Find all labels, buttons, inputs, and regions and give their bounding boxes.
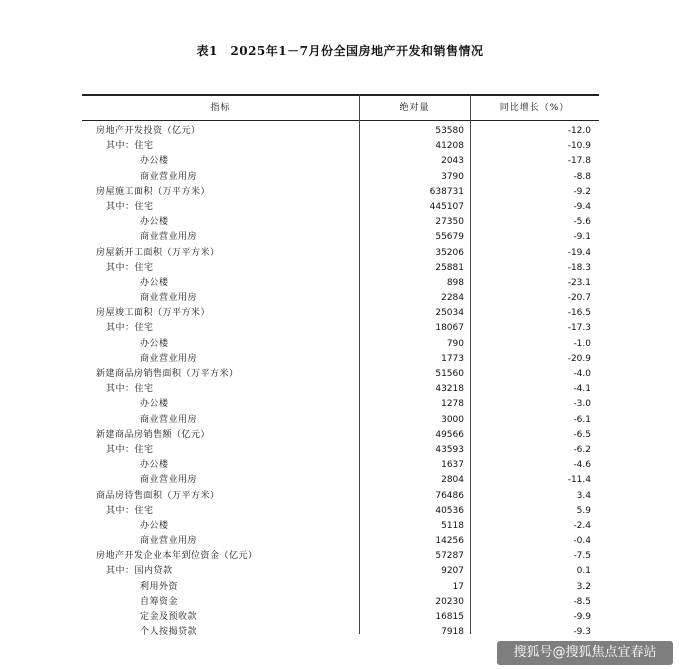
row-absolute: 76486 [435,490,464,501]
table-header-border [82,120,599,121]
row-absolute: 40536 [435,505,464,516]
row-yoy: -20.9 [567,353,591,364]
row-yoy: -1.0 [573,338,591,349]
row-yoy: 3.4 [576,490,591,501]
row-absolute: 5118 [441,520,464,531]
row-yoy: -9.1 [573,232,591,243]
row-label: 办公楼 [140,217,169,228]
row-absolute: 55679 [435,232,464,243]
row-label: 其中：国内贷款 [106,566,173,577]
table-row [82,413,599,428]
row-absolute: 18067 [435,323,464,334]
table-row [82,200,599,215]
row-absolute: 1278 [441,399,464,410]
row-label: 办公楼 [140,338,169,349]
row-label: 商业营业用房 [140,414,198,425]
table-row [82,595,599,610]
row-yoy: -17.8 [567,156,591,167]
table-top-border [82,94,599,96]
row-label: 自筹资金 [140,596,179,607]
header-absolute: 绝对量 [399,103,430,113]
row-yoy: 0.1 [576,566,591,577]
row-label: 商业营业用房 [140,232,198,243]
row-absolute: 638731 [429,186,464,197]
row-label: 房屋施工面积（万平方米） [96,186,211,197]
row-label: 房屋竣工面积（万平方米） [96,308,211,319]
row-label: 个人按揭贷款 [140,627,198,638]
table-row [82,246,599,261]
table-body [82,124,599,640]
row-label: 其中：住宅 [106,141,154,152]
row-label: 利用外资 [140,581,179,592]
table-row [82,443,599,458]
row-yoy: -9.9 [573,612,591,622]
table-row [82,170,599,185]
table-row [82,337,599,352]
row-yoy: -20.7 [567,293,591,304]
table-row [82,185,599,200]
row-yoy: -3.0 [573,399,591,410]
row-absolute: 14256 [435,536,464,547]
row-absolute: 898 [446,277,464,288]
row-absolute: 1773 [441,353,464,364]
watermark: 搜狐号@搜狐焦点宜春站 [497,641,673,665]
row-yoy: -23.1 [567,277,591,288]
row-label: 房屋新开工面积（万平方米） [96,247,220,258]
row-label: 办公楼 [140,156,169,167]
row-label: 办公楼 [140,520,169,531]
row-absolute: 7918 [441,627,464,638]
table-row [82,428,599,443]
row-absolute: 25881 [435,262,464,273]
table-row [82,352,599,367]
table-row [82,321,599,336]
row-label: 商业营业用房 [140,475,198,486]
row-yoy: -9.2 [573,186,591,197]
row-yoy: -11.4 [567,475,591,486]
row-absolute: 2284 [441,293,464,304]
row-absolute: 49566 [435,429,464,440]
row-label: 其中：住宅 [106,262,154,273]
row-label: 定金及预收款 [140,612,198,622]
row-absolute: 43593 [435,444,464,455]
table-row [82,504,599,519]
row-yoy: -0.4 [573,536,591,547]
row-yoy: -8.8 [573,171,591,182]
row-yoy: -4.1 [573,384,591,395]
table-row [82,382,599,397]
table-row [82,473,599,488]
table-title: 表1 2025年1－7月份全国房地产开发和销售情况 [196,44,484,58]
row-yoy: -7.5 [573,551,591,562]
row-absolute: 53580 [435,126,464,136]
row-yoy: -6.5 [573,429,591,440]
row-label: 其中：住宅 [106,323,154,334]
table-row [82,458,599,473]
row-absolute: 2043 [441,156,464,167]
row-label: 房地产开发投资（亿元） [96,126,201,136]
row-label: 办公楼 [140,460,169,471]
table-row [82,564,599,579]
row-absolute: 17 [452,581,464,592]
row-yoy: -4.6 [573,460,591,471]
row-label: 其中：住宅 [106,505,154,516]
table-row [82,367,599,382]
row-yoy: -4.0 [573,369,591,379]
row-label: 其中：住宅 [106,384,154,395]
table-row [82,397,599,412]
row-label: 商业营业用房 [140,536,198,547]
row-yoy: -6.2 [573,444,591,455]
table-row [82,625,599,640]
data-table [82,94,599,638]
table-row [82,534,599,549]
row-yoy: -9.3 [573,627,591,638]
row-label: 新建商品房销售额（亿元） [96,429,211,440]
row-absolute: 43218 [435,384,464,395]
row-yoy: -16.5 [567,308,591,319]
row-yoy: 5.9 [576,505,591,516]
table-row [82,261,599,276]
table-row [82,610,599,625]
row-absolute: 35206 [435,247,464,258]
row-yoy: -2.4 [573,520,591,531]
row-yoy: -9.4 [573,201,591,212]
row-absolute: 3000 [441,414,464,425]
row-absolute: 51560 [435,369,464,379]
row-label: 办公楼 [140,277,169,288]
row-yoy: -17.3 [567,323,591,334]
row-absolute: 1637 [441,460,464,471]
row-absolute: 9207 [441,566,464,577]
table-row [82,306,599,321]
row-absolute: 25034 [435,308,464,319]
row-label: 房地产开发企业本年到位资金（亿元） [96,551,258,562]
row-absolute: 27350 [435,217,464,228]
row-yoy: -5.6 [573,217,591,228]
row-absolute: 41208 [435,141,464,152]
row-yoy: -19.4 [567,247,591,258]
row-label: 商业营业用房 [140,293,198,304]
table-row [82,549,599,564]
header-indicator: 指标 [210,103,231,113]
row-label: 其中：住宅 [106,201,154,212]
row-label: 商品房待售面积（万平方米） [96,490,220,501]
row-absolute: 57287 [435,551,464,562]
row-absolute: 790 [446,338,464,349]
table-row [82,154,599,169]
row-absolute: 2804 [441,475,464,486]
table-row [82,519,599,534]
table-row [82,230,599,245]
row-absolute: 20230 [435,596,464,607]
row-label: 商业营业用房 [140,171,198,182]
table-row [82,489,599,504]
row-absolute: 16815 [435,612,464,622]
row-label: 其中：住宅 [106,444,154,455]
row-yoy: -10.9 [567,141,591,152]
row-yoy: -8.5 [573,596,591,607]
table-row [82,276,599,291]
row-absolute: 445107 [429,201,464,212]
table-row [82,215,599,230]
row-yoy: -18.3 [567,262,591,273]
row-absolute: 3790 [441,171,464,182]
table-row [82,139,599,154]
table-row [82,291,599,306]
table-row [82,124,599,139]
row-label: 商业营业用房 [140,353,198,364]
table-row [82,580,599,595]
row-label: 新建商品房销售面积（万平方米） [96,369,239,379]
row-yoy: 3.2 [576,581,591,592]
row-yoy: -6.1 [573,414,591,425]
row-label: 办公楼 [140,399,169,410]
row-yoy: -12.0 [567,126,591,136]
header-yoy: 同比增长（%） [499,103,570,113]
